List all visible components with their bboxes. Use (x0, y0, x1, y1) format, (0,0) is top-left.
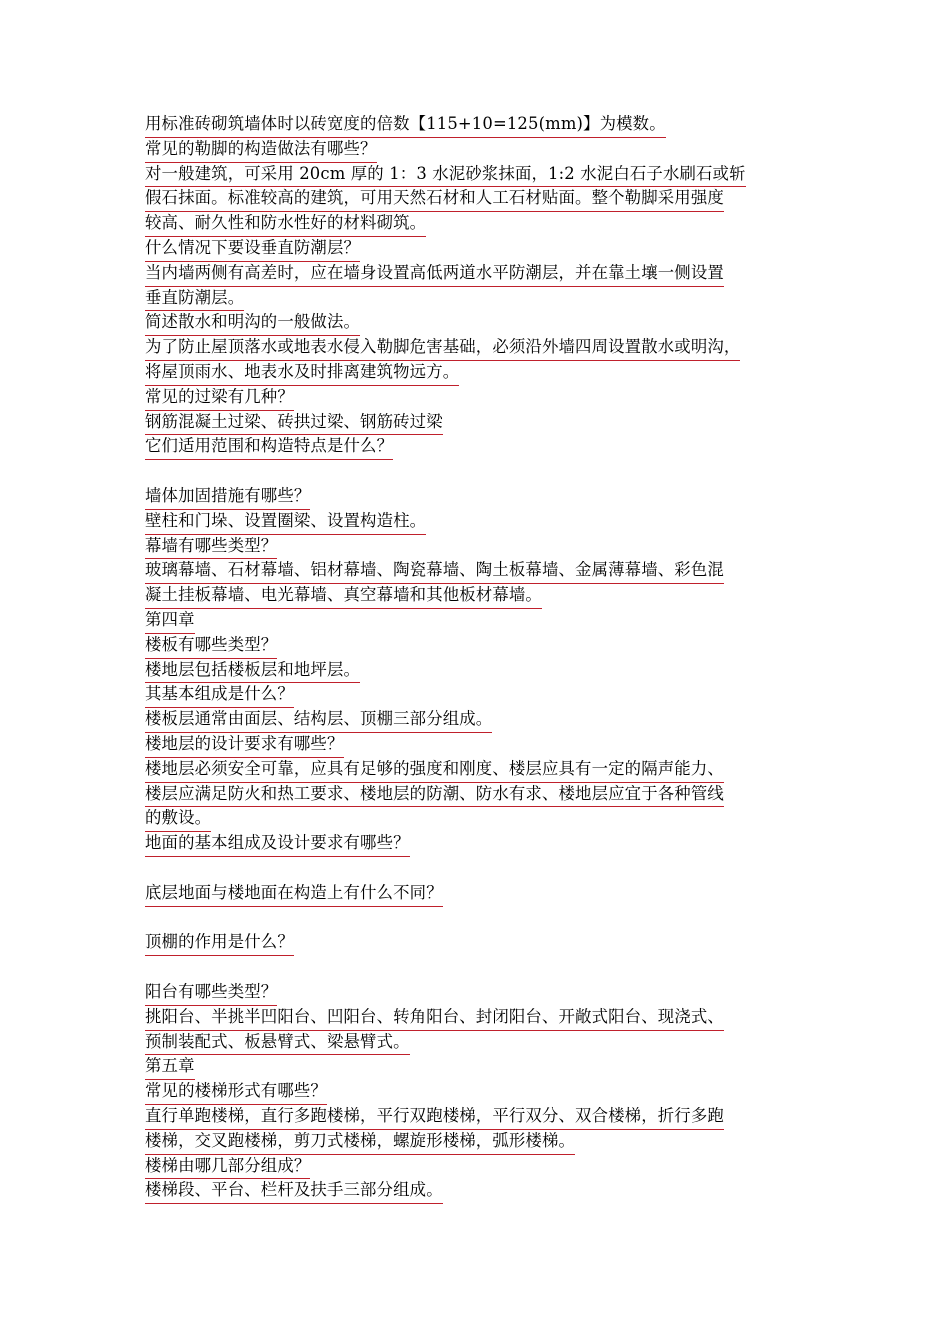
text-line: 底层地面与楼地面在构造上有什么不同？ (145, 882, 443, 907)
text-line: 假石抹面。标准较高的建筑，可用天然石材和人工石材贴面。整个勒脚采用强度 (145, 187, 724, 212)
text-line: 的敷设。 (145, 807, 211, 832)
text-line: 第五章 (145, 1055, 195, 1080)
text-line: 玻璃幕墙、石材幕墙、铝材幕墙、陶瓷幕墙、陶土板幕墙、金属薄幕墙、彩色混 (145, 559, 724, 584)
text-line: 垂直防潮层。 (145, 287, 244, 312)
text-line: 楼梯，交叉跑楼梯，剪刀式楼梯，螺旋形楼梯，弧形楼梯。 (145, 1130, 575, 1155)
text-line: 对一般建筑，可采用 20cm 厚的 1：3 水泥砂浆抹面，1:2 水泥白石子水刷石或斩 (145, 163, 746, 188)
text-line: 较高、耐久性和防水性好的材料砌筑。 (145, 212, 426, 237)
text-line: 壁柱和门垛、设置圈梁、设置构造柱。 (145, 510, 426, 535)
text-line: 楼层应满足防火和热工要求、楼地层的防潮、防水有求、楼地层应宜于各种管线 (145, 783, 724, 808)
text-line: 楼梯段、平台、栏杆及扶手三部分组成。 (145, 1179, 443, 1204)
text-line: 简述散水和明沟的一般做法。 (145, 311, 360, 336)
text-line: 常见的过梁有几种？ (145, 386, 294, 411)
text-line: 直行单跑楼梯，直行多跑楼梯，平行双跑楼梯，平行双分、双合楼梯，折行多跑 (145, 1105, 724, 1130)
text-line: 楼地层的设计要求有哪些？ (145, 733, 344, 758)
text-line: 什么情况下要设垂直防潮层？ (145, 237, 360, 262)
text-line: 凝土挂板幕墙、电光幕墙、真空幕墙和其他板材幕墙。 (145, 584, 542, 609)
text-line: 地面的基本组成及设计要求有哪些？ (145, 832, 410, 857)
text-line: 常见的勒脚的构造做法有哪些？ (145, 138, 377, 163)
text-line: 钢筋混凝土过梁、砖拱过梁、钢筋砖过梁 (145, 411, 443, 436)
text-line: 楼板有哪些类型？ (145, 634, 277, 659)
text-line: 楼地层包括楼板层和地坪层。 (145, 659, 360, 684)
text-line: 墙体加固措施有哪些？ (145, 485, 310, 510)
text-line: 为了防止屋顶落水或地表水侵入勒脚危害基础，必须沿外墙四周设置散水或明沟， (145, 336, 740, 361)
text-line: 它们适用范围和构造特点是什么？ (145, 435, 393, 460)
text-line: 预制装配式、板悬臂式、梁悬臂式。 (145, 1031, 410, 1056)
text-line: 幕墙有哪些类型？ (145, 535, 277, 560)
text-line: 挑阳台、半挑半凹阳台、凹阳台、转角阳台、封闭阳台、开敞式阳台、现浇式、 (145, 1006, 724, 1031)
text-line: 常见的楼梯形式有哪些？ (145, 1080, 327, 1105)
text-line: 顶棚的作用是什么？ (145, 931, 294, 956)
text-line: 阳台有哪些类型？ (145, 981, 277, 1006)
text-line: 楼板层通常由面层、结构层、顶棚三部分组成。 (145, 708, 492, 733)
text-line: 其基本组成是什么？ (145, 683, 294, 708)
text-line: 楼梯由哪几部分组成？ (145, 1155, 310, 1180)
text-line: 将屋顶雨水、地表水及时排离建筑物远方。 (145, 361, 459, 386)
text-line: 楼地层必须安全可靠，应具有足够的强度和刚度、楼层应具有一定的隔声能力、 (145, 758, 724, 783)
text-line: 用标准砖砌筑墙体时以砖宽度的倍数【115+10=125(mm)】为模数。 (145, 113, 666, 138)
text-line: 第四章 (145, 609, 195, 634)
text-line: 当内墙两侧有高差时，应在墙身设置高低两道水平防潮层，并在靠土壤一侧设置 (145, 262, 724, 287)
